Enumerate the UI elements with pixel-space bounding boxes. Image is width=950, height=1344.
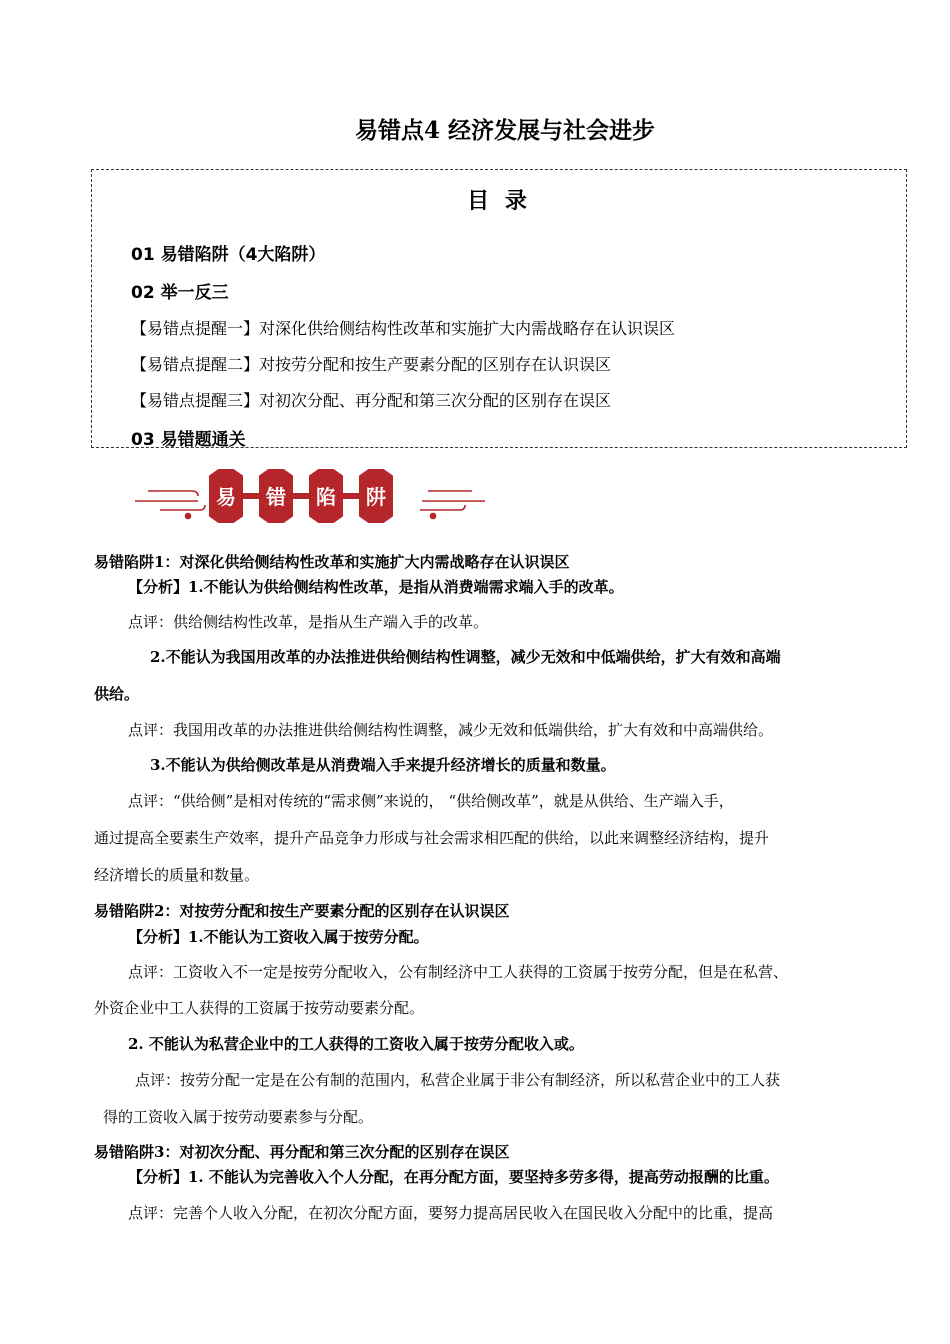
- trap2-title: 易错陷阱2：对按劳分配和按生产要素分配的区别存在认识误区: [94, 902, 510, 920]
- trap1-comment-1: 点评：供给侧结构性改革，是指从生产端入手的改革。: [128, 613, 489, 631]
- trap3-comment-1-line1: 点评：完善个人收入分配，在初次分配方面，要努力提高居民收入在国民收入分配中的比重，提高: [128, 1204, 774, 1222]
- trap2-comment-1-line1: 点评：工资收入不一定是按劳分配收入，公有制经济中工人获得的工资属于按劳分配，但是在私营、: [128, 963, 789, 981]
- toc-section-02[interactable]: 02 举一反三: [131, 283, 229, 303]
- trap2-comment-2-line1: 点评：按劳分配一定是在公有制的范围内，私营企业属于非公有制经济，所以私营企业中的工人获: [135, 1071, 781, 1089]
- page-title: 易错点4 经济发展与社会进步: [354, 117, 655, 144]
- toc-heading: 目 录: [467, 189, 531, 214]
- trap3-title: 易错陷阱3：对初次分配、再分配和第三次分配的区别存在误区: [94, 1143, 510, 1161]
- trap1-comment-3-line1: 点评：“供给侧”是相对传统的“需求侧”来说的， “供给侧改革”，就是从供给、生产端入手，: [128, 792, 734, 810]
- trap3-analysis-1: 【分析】1. 不能认为完善收入个人分配，在再分配方面，要坚持多劳多得，提高劳动报酬的比重。: [128, 1168, 779, 1186]
- trap2-analysis-2: 2. 不能认为私营企业中的工人获得的工资收入属于按劳分配收入或。: [128, 1035, 584, 1053]
- trap1-title: 易错陷阱1：对深化供给侧结构性改革和实施扩大内需战略存在认识误区: [94, 553, 570, 571]
- trap1-analysis-2-line2: 供给。: [94, 685, 140, 703]
- trap1-analysis-2-line1: 2.不能认为我国用改革的办法推进供给侧结构性调整，减少无效和中低端供给，扩大有效和高端: [150, 648, 781, 666]
- trap1-comment-3-line2: 通过提高全要素生产效率，提升产品竞争力形成与社会需求相匹配的供给，以此来调整经济结构，提升: [94, 829, 770, 847]
- trap1-comment-3-line3: 经济增长的质量和数量。: [94, 866, 260, 884]
- banner-decor-right: [420, 491, 485, 519]
- trap2-comment-2-line2: 得的工资收入属于按劳动要素参与分配。: [103, 1108, 374, 1126]
- trap2-analysis-1: 【分析】1.不能认为工资收入属于按劳分配。: [128, 928, 429, 946]
- toc-item-3[interactable]: 【易错点提醒三】对初次分配、再分配和第三次分配的区别存在误区: [131, 391, 612, 410]
- toc-item-2[interactable]: 【易错点提醒二】对按劳分配和按生产要素分配的区别存在认识误区: [131, 355, 612, 374]
- trap1-comment-2: 点评：我国用改革的办法推进供给侧结构性调整，减少无效和低端供给，扩大有效和中高端供给。: [128, 721, 774, 739]
- trap2-comment-1-line2: 外资企业中工人获得的工资属于按劳动要素分配。: [94, 999, 425, 1017]
- banner-char-3: 陷: [316, 485, 336, 509]
- section-banner: [130, 463, 490, 528]
- toc-section-03[interactable]: 03 易错题通关: [131, 430, 246, 450]
- banner-char-4: 阱: [366, 485, 386, 509]
- toc-item-1[interactable]: 【易错点提醒一】对深化供给侧结构性改革和实施扩大内需战略存在认识误区: [131, 319, 676, 338]
- toc-section-01[interactable]: 01 易错陷阱（4大陷阱）: [131, 245, 326, 265]
- banner-decor-left: [135, 491, 205, 519]
- trap1-analysis-1: 【分析】1.不能认为供给侧结构性改革，是指从消费端需求端入手的改革。: [128, 578, 624, 596]
- banner-char-2: 错: [266, 485, 286, 509]
- trap1-analysis-3: 3.不能认为供给侧改革是从消费端入手来提升经济增长的质量和数量。: [150, 756, 616, 774]
- banner-char-1: 易: [216, 485, 236, 509]
